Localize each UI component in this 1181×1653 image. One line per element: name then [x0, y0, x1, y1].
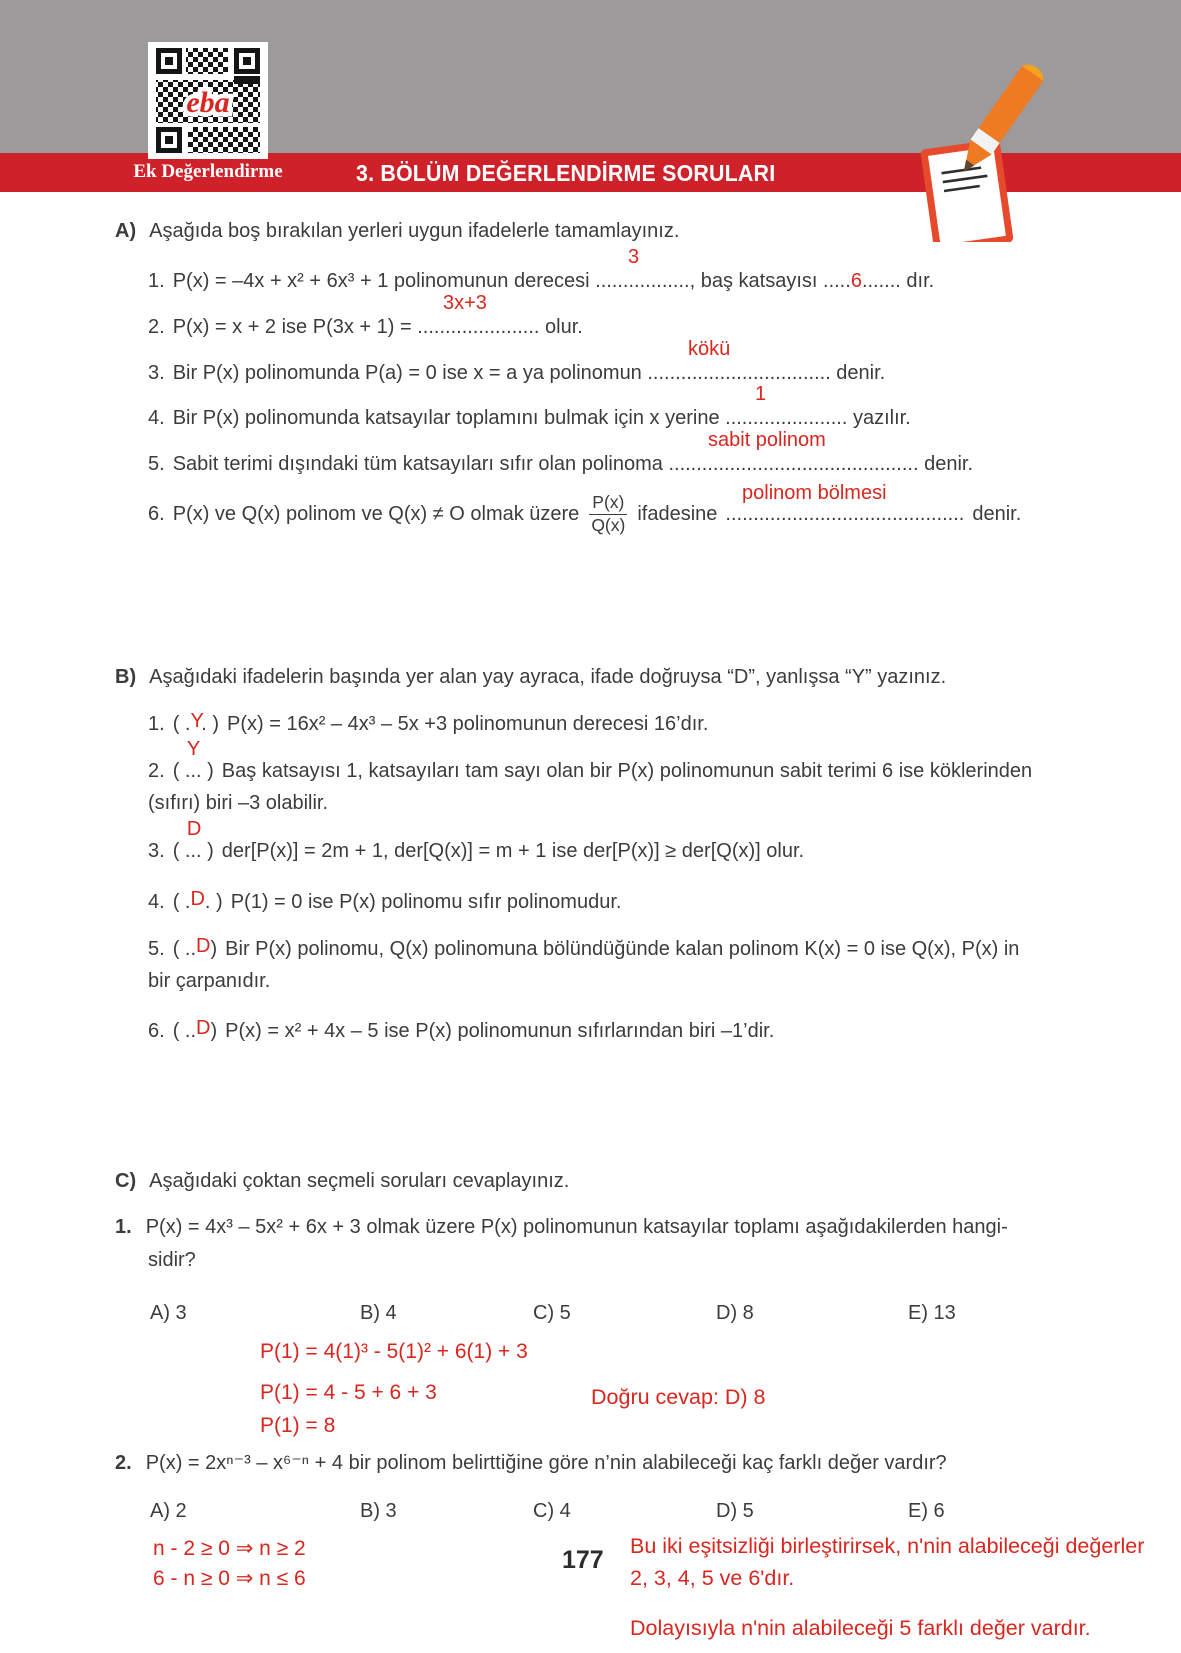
answer-marker [172, 738, 214, 782]
item-text: denir. [830, 362, 886, 384]
qr-code [148, 42, 268, 159]
option-d: D) 5 [716, 1500, 754, 1522]
item-text: P(x) ve Q(x) polinom ve Q(x) ≠ O olmak üzere [172, 502, 580, 525]
item-number: 2. [148, 316, 165, 338]
item-text: baş katsayısı [695, 270, 824, 292]
blank-dots: ............................................. [668, 453, 919, 475]
option-a: A) 3 [150, 1302, 187, 1324]
handwritten-answer: Y [190, 710, 202, 732]
question-1 [115, 1216, 1008, 1239]
page-number: 177 [562, 1546, 604, 1574]
handwritten-answer-note: Doğru cevap: D) 8 [591, 1385, 766, 1409]
blank-dots: ...................... [725, 407, 848, 429]
item-number: 4. [148, 891, 165, 913]
blank-dots: ..... [823, 270, 851, 292]
option-e: E) 13 [908, 1302, 956, 1324]
fraction-numerator: P(x) [592, 491, 625, 512]
marker-close: ) [210, 1020, 218, 1042]
page-title: 3. BÖLÜM DEĞERLENDİRME SORULARI [356, 160, 776, 186]
handwritten-answer: 3x+3 [443, 292, 487, 314]
option-b: B) 4 [360, 1302, 397, 1324]
marker-open: ( . [172, 713, 191, 735]
handwritten-answer: 1 [755, 383, 767, 405]
fraction-denominator: Q(x) [591, 514, 626, 535]
fill-blank-item-1 [148, 246, 935, 293]
handwritten-answer: polinom bölmesi [742, 482, 887, 504]
handwritten-answer: kökü [688, 338, 731, 360]
marker-dots: ... [184, 840, 202, 862]
item-number: 4. [148, 407, 165, 429]
true-false-item-6 [148, 1017, 775, 1043]
marker-close: ) [210, 938, 218, 960]
handwritten-solution: P(1) = 8 [260, 1414, 336, 1437]
answer-marker [173, 935, 217, 960]
question-2 [115, 1450, 947, 1475]
option-d: D) 8 [716, 1302, 754, 1324]
answer-marker [173, 888, 223, 913]
marker-open: ( .. [172, 1020, 197, 1042]
item-number: 6. [148, 502, 165, 525]
handwritten-answer: D [196, 1017, 211, 1039]
handwritten-note: Bu iki eşitsizliği birleştirirsek, n'nin alabileceği değerler [630, 1534, 1145, 1558]
pencil-illustration [895, 52, 1090, 242]
handwritten-solution: P(1) = 4 - 5 + 6 + 3 [260, 1381, 437, 1404]
item-text: der[P(x)] = 2m + 1, der[Q(x)] = m + 1 ise der[P(x)] ≥ der[Q(x)] olur. [221, 840, 805, 862]
marker-open: ( .. [172, 938, 197, 960]
question-stem: P(x) = 2xⁿ⁻³ – x⁶⁻ⁿ + 4 bir polinom belirttiğine göre n’nin alabileceği kaç farklı değer vardır? [145, 1452, 947, 1474]
marker-close: ) [201, 840, 214, 862]
item-number: 5. [148, 453, 165, 475]
option-a: A) 2 [150, 1500, 187, 1522]
handwritten-note: Dolayısıyla n'nin alabileceği 5 farklı değer vardır. [630, 1616, 1091, 1640]
item-text: Baş katsayısı 1, katsayıları tam sayı olan bir P(x) polinomunun sabit terimi 6 ise köklerinden [221, 760, 1033, 782]
fill-blank-item-6 [148, 482, 1021, 546]
item-number: 5. [148, 938, 165, 960]
fill-blank-item-5 [148, 429, 973, 476]
item-text: P(x) = 16x² – 4x³ – 5x +3 polinomunun derecesi 16’dır. [227, 713, 709, 735]
item-text: (sıfırı) biri –3 olabilir. [148, 792, 329, 814]
item-text: olur. [539, 316, 583, 338]
item-number: 3. [148, 362, 165, 384]
option-e: E) 6 [908, 1500, 945, 1522]
item-text: Bir P(x) polinomunda P(a) = 0 ise x = a ya polinomun [172, 362, 648, 384]
handwritten-answer: Y [186, 738, 201, 760]
question-number: 1. [115, 1216, 132, 1238]
section-b-label: B) [115, 666, 137, 688]
handwritten-answer: 6 [850, 270, 862, 292]
answer-marker [173, 710, 219, 735]
item-text: ifadesine [637, 502, 718, 525]
item-number: 6. [148, 1020, 165, 1042]
item-text: denir. [918, 453, 973, 475]
blank-dots: ................., [595, 270, 696, 292]
item-text: P(x) = x + 2 ise P(3x + 1) = [172, 316, 418, 338]
section-a-heading [115, 220, 679, 243]
item-text: Sabit terimi dışındaki tüm katsayıları sıfır olan polinoma [172, 453, 669, 475]
blank-dots: ....... [861, 270, 901, 292]
item-text: Bir P(x) polinomunda katsayılar toplamını bulmak için x yerine [172, 407, 726, 429]
item-text: P(x) = x² + 4x – 5 ise P(x) polinomunun sıfırlarından biri –1’dir. [225, 1020, 775, 1042]
handwritten-answer: D [196, 935, 211, 957]
question-stem: P(x) = 4x³ – 5x² + 6x + 3 olmak üzere P(x) polinomunun katsayılar toplamı aşağıdakilerden hangi- [145, 1216, 1008, 1238]
fill-blank-item-2 [148, 292, 583, 339]
eba-logo: eba [186, 86, 230, 119]
blank-dots: ................................. [647, 362, 831, 384]
notepad-icon [920, 139, 1014, 242]
item-text: denir. [972, 502, 1022, 525]
blank-dots: ........................................... [725, 502, 965, 525]
item-number: 1. [148, 270, 165, 292]
question-number: 2. [115, 1452, 132, 1474]
handwritten-note: 2, 3, 4, 5 ve 6'dır. [630, 1566, 795, 1590]
section-c-label: C) [115, 1170, 137, 1192]
question-2-options [150, 1500, 1130, 1526]
item-text: bir çarpanıdır. [148, 970, 271, 992]
true-false-item-5-line2 [148, 970, 270, 993]
true-false-item-5 [148, 935, 1020, 961]
handwritten-solution: n - 2 ≥ 0 ⇒ n ≥ 2 [153, 1537, 306, 1560]
section-c-heading [115, 1170, 569, 1193]
handwritten-solution: P(1) = 4(1)³ - 5(1)² + 6(1) + 3 [260, 1340, 528, 1363]
option-c: C) 5 [533, 1302, 571, 1324]
handwritten-answer: 3 [628, 246, 640, 268]
item-text: P(1) = 0 ise P(x) polinomu sıfır polinomudur. [230, 891, 622, 913]
section-b-title: Aşağıdaki ifadelerin başında yer alan yay ayraca, ifade doğruysa “D”, yanlışsa “Y” yazınız. [149, 666, 947, 688]
item-number: 3. [148, 840, 165, 862]
handwritten-answer: sabit polinom [708, 429, 826, 451]
handwritten-answer: D [190, 888, 205, 910]
section-a-label: A) [115, 220, 137, 242]
item-text: Bir P(x) polinomu, Q(x) polinomuna bölündüğünde kalan polinom K(x) = 0 ise Q(x), P(x) in [225, 938, 1020, 960]
option-c: C) 4 [533, 1500, 571, 1522]
header-tag: Ek Değerlendirme [133, 161, 283, 182]
question-stem: sidir? [148, 1249, 196, 1271]
item-number: 2. [148, 760, 165, 782]
true-false-item-2-line2 [148, 792, 328, 815]
marker-open: ( [172, 840, 185, 862]
marker-open: ( [172, 760, 185, 782]
section-b-heading [115, 666, 946, 689]
item-number: 1. [148, 713, 165, 735]
true-false-item-4 [148, 888, 622, 914]
item-text: P(x) = –4x + x² + 6x³ + 1 polinomunun derecesi [172, 270, 596, 292]
section-c-title: Aşağıdaki çoktan seçmeli soruları cevaplayınız. [149, 1170, 570, 1192]
answer-marker [172, 818, 214, 862]
option-b: B) 3 [360, 1500, 397, 1522]
true-false-item-1 [148, 710, 709, 736]
true-false-item-3 [148, 818, 805, 863]
item-text: yazılır. [847, 407, 911, 429]
marker-close: ) [201, 760, 214, 782]
marker-close: . ) [204, 891, 223, 913]
true-false-item-2 [148, 738, 1033, 783]
handwritten-solution: 6 - n ≥ 0 ⇒ n ≤ 6 [153, 1567, 306, 1590]
fill-blank-item-3 [148, 338, 886, 385]
question-1-options [150, 1302, 1130, 1328]
section-a-title: Aşağıda boş bırakılan yerleri uygun ifadelerle tamamlayınız. [149, 220, 680, 242]
marker-dots: ... [184, 760, 202, 782]
fill-blank-item-4 [148, 383, 911, 430]
handwritten-answer: D [186, 818, 202, 840]
item-text: dır. [900, 270, 935, 292]
fraction [589, 492, 627, 537]
marker-open: ( . [172, 891, 191, 913]
question-1-line2 [148, 1249, 196, 1272]
answer-marker [173, 1017, 217, 1042]
blank-dots: ...................... [417, 316, 540, 338]
marker-close: . ) [201, 713, 220, 735]
